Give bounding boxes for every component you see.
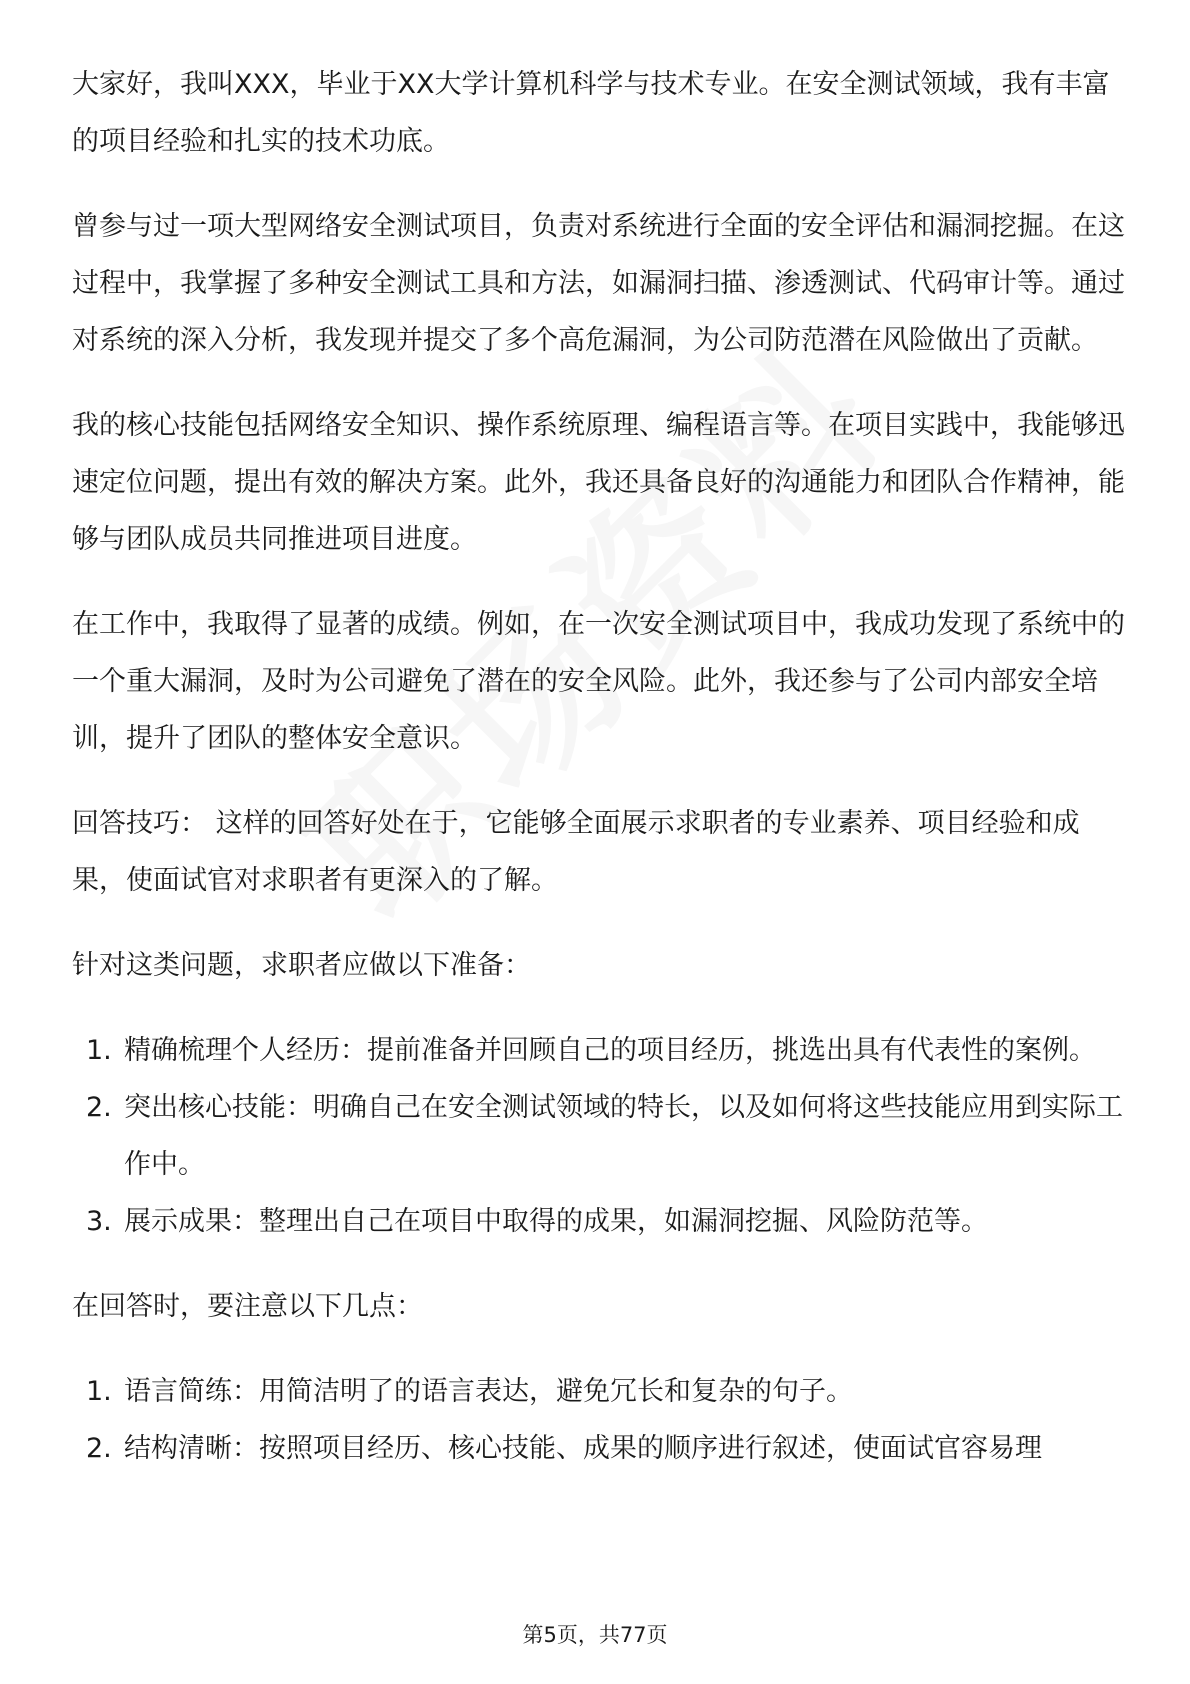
paragraph-prep-intro: 针对这类问题，求职者应做以下准备：: [72, 950, 531, 981]
page-footer: 第5页，共77页: [522, 1623, 668, 1647]
list-number: 1.: [86, 1376, 112, 1407]
paragraph-achievements: 在工作中，我取得了显著的成绩。例如，在一次安全测试项目中，我成功发现了系统中的一个重大漏洞，及时为公司避免了潜在的安全风险。此外，我还参与了公司内部安全培训，提升了团队的整体安全意识。: [72, 609, 1125, 754]
paragraph-answer-tips: 回答技巧： 这样的回答好处在于，它能够全面展示求职者的专业素养、项目经验和成果，使面试官对求职者有更深入的了解。: [72, 808, 1080, 896]
paragraph-project: 曾参与过一项大型网络安全测试项目，负责对系统进行全面的安全评估和漏洞挖掘。在这过程中，我掌握了多种安全测试工具和方法，如漏洞扫描、渗透测试、代码审计等。通过对系统的深入分析，我发现并提交了多个高危漏洞，为公司防范潜在风险做出了贡献。: [72, 211, 1125, 356]
list-number: 2.: [86, 1433, 112, 1464]
list-item-text: 精确梳理个人经历：提前准备并回顾自己的项目经历，挑选出具有代表性的案例。: [124, 1035, 1096, 1066]
list-item: [72, 1363, 1132, 1420]
list-item-text: 突出核心技能：明确自己在安全测试领域的特长，以及如何将这些技能应用到实际工作中。: [124, 1092, 1123, 1180]
list-item: [72, 1420, 1132, 1477]
page-content: [72, 56, 1132, 1505]
list-number: 3.: [86, 1206, 112, 1237]
paragraph-skills: 我的核心技能包括网络安全知识、操作系统原理、编程语言等。在项目实践中，我能够迅速定位问题，提出有效的解决方案。此外，我还具备良好的沟通能力和团队合作精神，能够与团队成员共同推进项目进度。: [72, 410, 1125, 555]
list-item-text: 结构清晰：按照项目经历、核心技能、成果的顺序进行叙述，使面试官容易理: [124, 1433, 1042, 1464]
list-item: [72, 1022, 1132, 1079]
paragraph-intro: 大家好，我叫XXX，毕业于XX大学计算机科学与技术专业。在安全测试领域，我有丰富的项目经验和扎实的技术功底。: [72, 69, 1110, 157]
prep-list: [72, 1022, 1132, 1250]
list-number: 2.: [86, 1092, 112, 1123]
list-item: [72, 1193, 1132, 1250]
list-item-text: 语言简练：用简洁明了的语言表达，避免冗长和复杂的句子。: [124, 1376, 853, 1407]
list-item-text: 展示成果：整理出自己在项目中取得的成果，如漏洞挖掘、风险防范等。: [124, 1206, 988, 1237]
list-number: 1.: [86, 1035, 112, 1066]
paragraph-note-intro: 在回答时，要注意以下几点：: [72, 1291, 423, 1322]
note-list: [72, 1363, 1132, 1477]
list-item: [72, 1079, 1132, 1193]
